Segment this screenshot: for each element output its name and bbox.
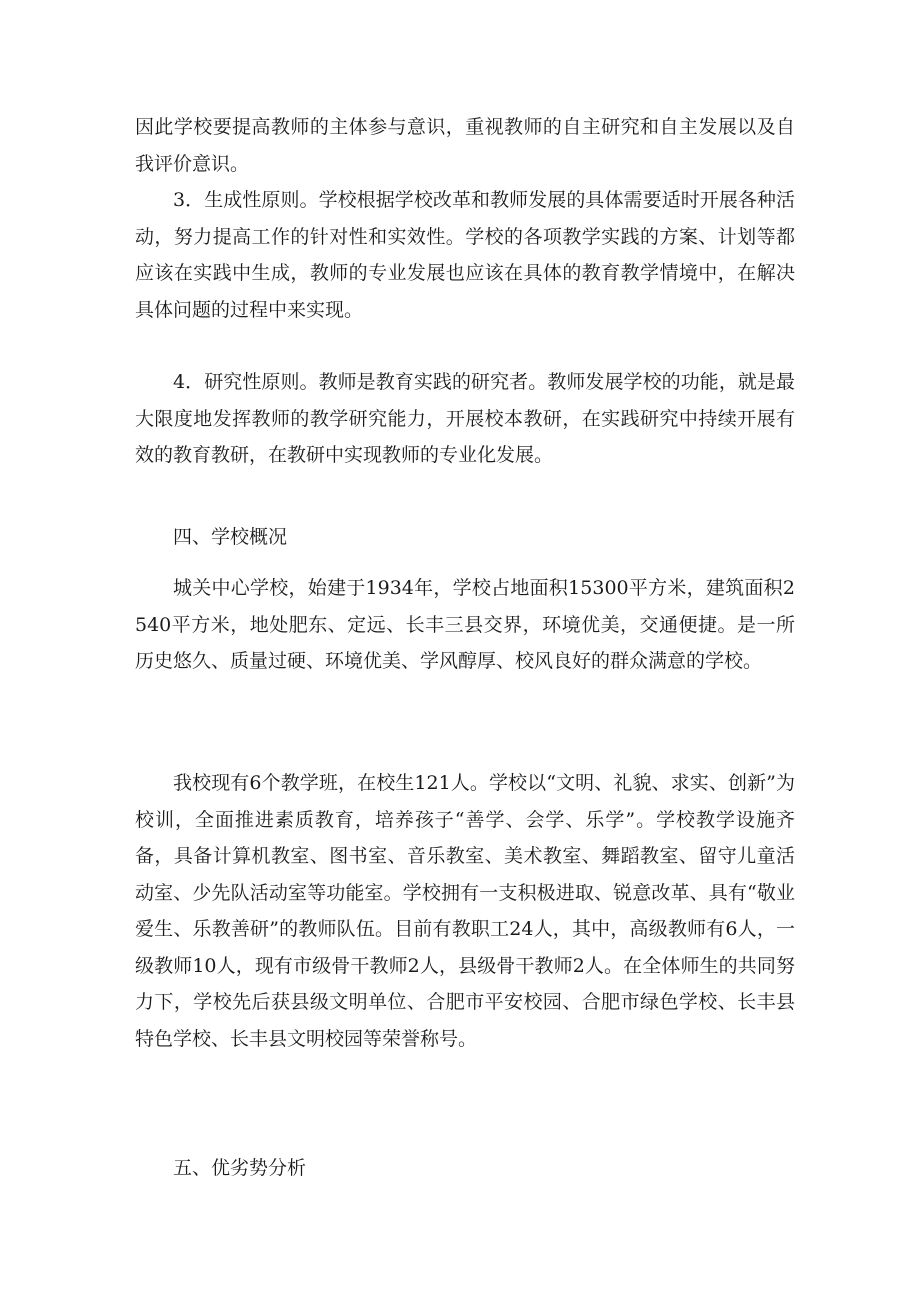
- paragraph-overview-2: 我校现有6个教学班，在校生121人。学校以“文明、礼貌、求实、创新”为校训，全面推进素质教育，培养孩子“善学、会学、乐学”。学校教学设施齐备，具备计算机教室、图书室、音乐教室、美术教室、舞蹈教室、留守儿童活动室、少先队活动室等功能室。学校拥有一支积极进取、锐意改革、具有“敬业爱生、乐教善研”的教师队伍。目前有教职工24人，其中，高级教师有6人，一级教师10人，现有市级骨干教师2人，县级骨干教师2人。在全体师生的共同努力下，学校先后获县级文明单位、合肥市平安校园、合肥市绿色学校、长丰县特色学校、长丰县文明校园等荣誉称号。: [135, 772, 795, 1050]
- paragraph-overview-1: 城关中心学校，始建于1934年，学校占地面积15300平方米，建筑面积2540平方米，地处肥东、定远、长丰三县交界，环境优美，交通便捷。是一所历史悠久、质量过硬、环境优美、学风醇厚、校风良好的群众满意的学校。: [135, 577, 795, 672]
- paragraph-principle-3: 3．生成性原则。学校根据学校改革和教师发展的具体需要适时开展各种活动，努力提高工作的针对性和实效性。学校的各项教学实践的方案、计划等都应该在实践中生成，教师的专业发展也应该在具体的教育教学情境中，在解决具体问题的过程中来实现。: [135, 189, 795, 321]
- paragraph-principle-4: 4．研究性原则。教师是教育实践的研究者。教师发展学校的功能，就是最大限度地发挥教师的教学研究能力，开展校本教研，在实践研究中持续开展有效的教育教研，在教研中实现教师的专业化发展。: [135, 371, 795, 466]
- section-heading-swot-analysis: 五、优劣势分析: [173, 1157, 307, 1179]
- section-heading-school-overview: 四、学校概况: [173, 526, 288, 548]
- paragraph-continuation: 因此学校要提高教师的主体参与意识，重视教师的自主研究和自主发展以及自我评价意识。: [135, 116, 795, 175]
